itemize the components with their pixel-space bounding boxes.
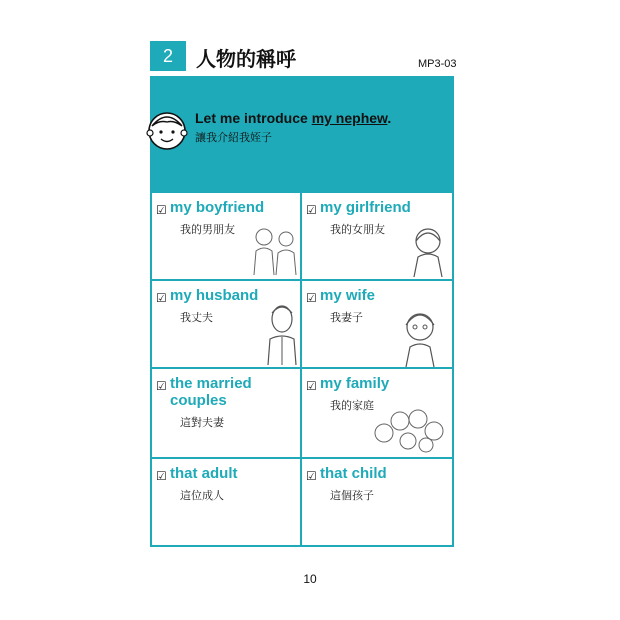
vocab-meaning: 我的女朋友 — [330, 223, 385, 236]
example-translation: 讓我介紹我姪子 — [195, 131, 272, 144]
vocab-meaning: 我的家庭 — [330, 399, 374, 412]
vocab-cell — [302, 193, 452, 281]
vocab-term: that adult — [170, 465, 238, 482]
checkbox-icon: ☑ — [306, 469, 317, 483]
family-group-illustration-icon — [370, 399, 450, 457]
vocab-cell — [152, 281, 302, 369]
girl-illustration-icon — [406, 223, 450, 279]
vocab-term: that child — [320, 465, 387, 482]
sentence-prefix: Let me introduce — [195, 110, 312, 126]
vocab-meaning: 我妻子 — [330, 311, 363, 324]
example-sentence — [195, 110, 391, 126]
vocab-term: the married couples — [170, 375, 252, 409]
checkbox-icon: ☑ — [156, 379, 167, 393]
vocab-meaning: 這個孩子 — [330, 489, 374, 502]
vocab-meaning: 這對夫妻 — [180, 416, 224, 429]
chapter-number-badge: 2 — [150, 41, 186, 71]
vocab-cell — [152, 193, 302, 281]
woman-illustration-icon — [398, 305, 442, 367]
vocab-term: my wife — [320, 287, 376, 304]
vocabulary-grid — [150, 191, 454, 547]
page-number: 10 — [303, 572, 317, 586]
checkbox-icon: ☑ — [306, 379, 317, 393]
vocab-term: my family — [320, 375, 390, 392]
boy-face-icon — [146, 110, 188, 152]
couple-illustration-icon — [248, 223, 302, 279]
vocab-meaning: 我丈夫 — [180, 311, 213, 324]
vocab-term: my husband — [170, 287, 259, 304]
vocab-term: my girlfriend — [320, 199, 411, 216]
vocab-cell — [302, 369, 452, 459]
checkbox-icon: ☑ — [306, 203, 317, 217]
audio-track-code: MP3-03 — [418, 58, 457, 70]
sentence-suffix: . — [387, 110, 392, 126]
vocab-cell — [302, 281, 452, 369]
vocab-cell — [302, 459, 452, 545]
checkbox-icon: ☑ — [306, 291, 317, 305]
man-illustration-icon — [262, 299, 302, 365]
vocab-cell — [152, 369, 302, 459]
vocab-meaning: 這位成人 — [180, 489, 224, 502]
vocab-term: my boyfriend — [170, 199, 265, 216]
sentence-highlight: my nephew — [311, 110, 388, 126]
vocab-cell — [152, 459, 302, 545]
checkbox-icon: ☑ — [156, 469, 167, 483]
vocab-meaning: 我的男朋友 — [180, 223, 235, 236]
checkbox-icon: ☑ — [156, 203, 167, 217]
chapter-title: 人物的稱呼 — [196, 47, 296, 71]
checkbox-icon: ☑ — [156, 291, 167, 305]
